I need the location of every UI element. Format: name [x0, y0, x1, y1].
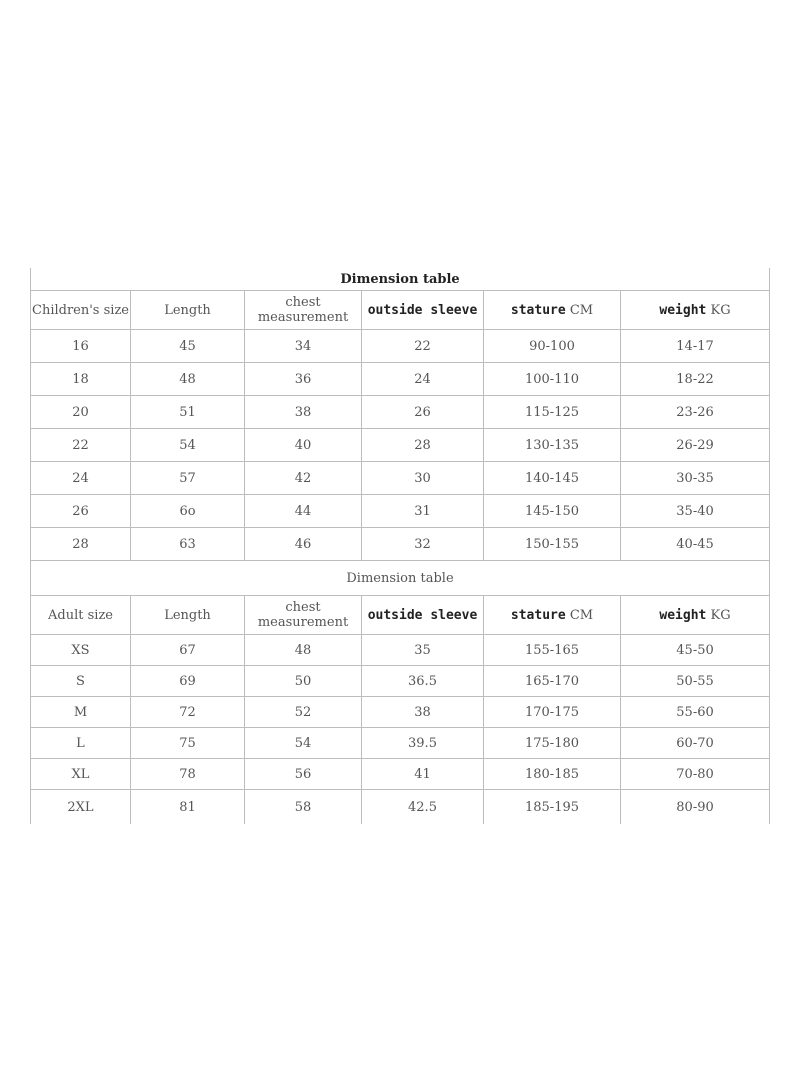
table-cell: 32: [362, 528, 484, 561]
table-cell: 52: [245, 697, 362, 728]
table-cell: 80-90: [621, 790, 770, 825]
table-cell: 58: [245, 790, 362, 825]
table-cell: 100-110: [484, 363, 621, 396]
adult-header-chest: chest measurement: [245, 596, 362, 635]
table-cell: 20: [31, 396, 131, 429]
table-cell: 140-145: [484, 462, 621, 495]
table-cell: 63: [131, 528, 245, 561]
table-cell: 38: [245, 396, 362, 429]
table-row: [31, 759, 770, 790]
table-cell: 40: [245, 429, 362, 462]
table-cell: L: [31, 728, 131, 759]
table-cell: 42: [245, 462, 362, 495]
table-row: [31, 666, 770, 697]
adult-header-weight-unit: KG: [710, 607, 731, 623]
table-cell: 23-26: [621, 396, 770, 429]
table-cell: M: [31, 697, 131, 728]
adult-title-row: [31, 561, 770, 596]
table-cell: 175-180: [484, 728, 621, 759]
table-cell: 34: [245, 330, 362, 363]
table-row: [31, 363, 770, 396]
table-cell: 26-29: [621, 429, 770, 462]
children-header-weight-unit: KG: [710, 302, 731, 318]
table-cell: 51: [131, 396, 245, 429]
table-row: [31, 528, 770, 561]
table-cell: 55-60: [621, 697, 770, 728]
table-cell: 150-155: [484, 528, 621, 561]
table-cell: 60-70: [621, 728, 770, 759]
table-cell: 54: [245, 728, 362, 759]
table-cell: 2XL: [31, 790, 131, 825]
table-cell: 30: [362, 462, 484, 495]
children-header-weight: [621, 291, 770, 330]
table-cell: 67: [131, 635, 245, 666]
children-title-row: [31, 268, 770, 291]
table-cell: 45: [131, 330, 245, 363]
adult-header-length: Length: [131, 596, 245, 635]
table-cell: 115-125: [484, 396, 621, 429]
table-cell: 31: [362, 495, 484, 528]
table-cell: XS: [31, 635, 131, 666]
table-row: [31, 697, 770, 728]
table-row: [31, 790, 770, 825]
table-cell: 18-22: [621, 363, 770, 396]
table-cell: 155-165: [484, 635, 621, 666]
children-header-chest: chest measurement: [245, 291, 362, 330]
children-header-stature-unit: CM: [569, 302, 594, 318]
table-cell: 18: [31, 363, 131, 396]
table-cell: 81: [131, 790, 245, 825]
table-cell: 36: [245, 363, 362, 396]
children-header-size: Children's size: [31, 291, 131, 330]
adult-header-row: [31, 596, 770, 635]
table-row: [31, 462, 770, 495]
children-table-title: Dimension table: [31, 268, 770, 291]
table-cell: 24: [362, 363, 484, 396]
table-cell: 69: [131, 666, 245, 697]
table-cell: 78: [131, 759, 245, 790]
table-cell: 14-17: [621, 330, 770, 363]
children-header-length: Length: [131, 291, 245, 330]
table-cell: 70-80: [621, 759, 770, 790]
table-cell: 170-175: [484, 697, 621, 728]
table-row: [31, 429, 770, 462]
table-cell: 28: [31, 528, 131, 561]
table-cell: 6o: [131, 495, 245, 528]
table-cell: 56: [245, 759, 362, 790]
table-cell: 185-195: [484, 790, 621, 825]
adult-header-stature-unit: CM: [569, 607, 594, 623]
table-cell: XL: [31, 759, 131, 790]
table-cell: 26: [362, 396, 484, 429]
table-cell: 130-135: [484, 429, 621, 462]
table-cell: 42.5: [362, 790, 484, 825]
table-cell: 28: [362, 429, 484, 462]
table-cell: 35-40: [621, 495, 770, 528]
children-header-stature-label: stature: [510, 302, 566, 318]
table-cell: 48: [131, 363, 245, 396]
dimension-sheet: [30, 268, 769, 824]
table-cell: 50: [245, 666, 362, 697]
table-cell: 41: [362, 759, 484, 790]
table-cell: 45-50: [621, 635, 770, 666]
table-row: [31, 728, 770, 759]
dimension-table-body: [31, 268, 770, 824]
table-cell: 36.5: [362, 666, 484, 697]
adult-header-weight: [621, 596, 770, 635]
table-row: [31, 396, 770, 429]
adult-header-stature-label: stature: [510, 607, 566, 623]
table-row: [31, 635, 770, 666]
adult-table-title: Dimension table: [31, 561, 770, 596]
table-cell: 165-170: [484, 666, 621, 697]
table-cell: 39.5: [362, 728, 484, 759]
table-row: [31, 495, 770, 528]
table-cell: 35: [362, 635, 484, 666]
children-header-row: [31, 291, 770, 330]
table-cell: 44: [245, 495, 362, 528]
table-cell: 38: [362, 697, 484, 728]
table-row: [31, 330, 770, 363]
table-cell: 26: [31, 495, 131, 528]
table-cell: 75: [131, 728, 245, 759]
table-cell: S: [31, 666, 131, 697]
table-cell: 90-100: [484, 330, 621, 363]
table-cell: 24: [31, 462, 131, 495]
table-cell: 145-150: [484, 495, 621, 528]
table-cell: 40-45: [621, 528, 770, 561]
table-cell: 22: [31, 429, 131, 462]
table-cell: 57: [131, 462, 245, 495]
table-cell: 16: [31, 330, 131, 363]
adult-header-size: Adult size: [31, 596, 131, 635]
table-cell: 180-185: [484, 759, 621, 790]
adult-header-stature: [484, 596, 621, 635]
children-header-sleeve: outside sleeve: [362, 291, 484, 330]
table-cell: 54: [131, 429, 245, 462]
table-cell: 22: [362, 330, 484, 363]
dimension-table: [30, 268, 770, 824]
table-cell: 46: [245, 528, 362, 561]
adult-header-sleeve: outside sleeve: [362, 596, 484, 635]
table-cell: 48: [245, 635, 362, 666]
table-cell: 50-55: [621, 666, 770, 697]
table-cell: 72: [131, 697, 245, 728]
children-header-weight-label: weight: [659, 302, 707, 318]
children-header-stature: [484, 291, 621, 330]
adult-header-weight-label: weight: [659, 607, 707, 623]
table-cell: 30-35: [621, 462, 770, 495]
